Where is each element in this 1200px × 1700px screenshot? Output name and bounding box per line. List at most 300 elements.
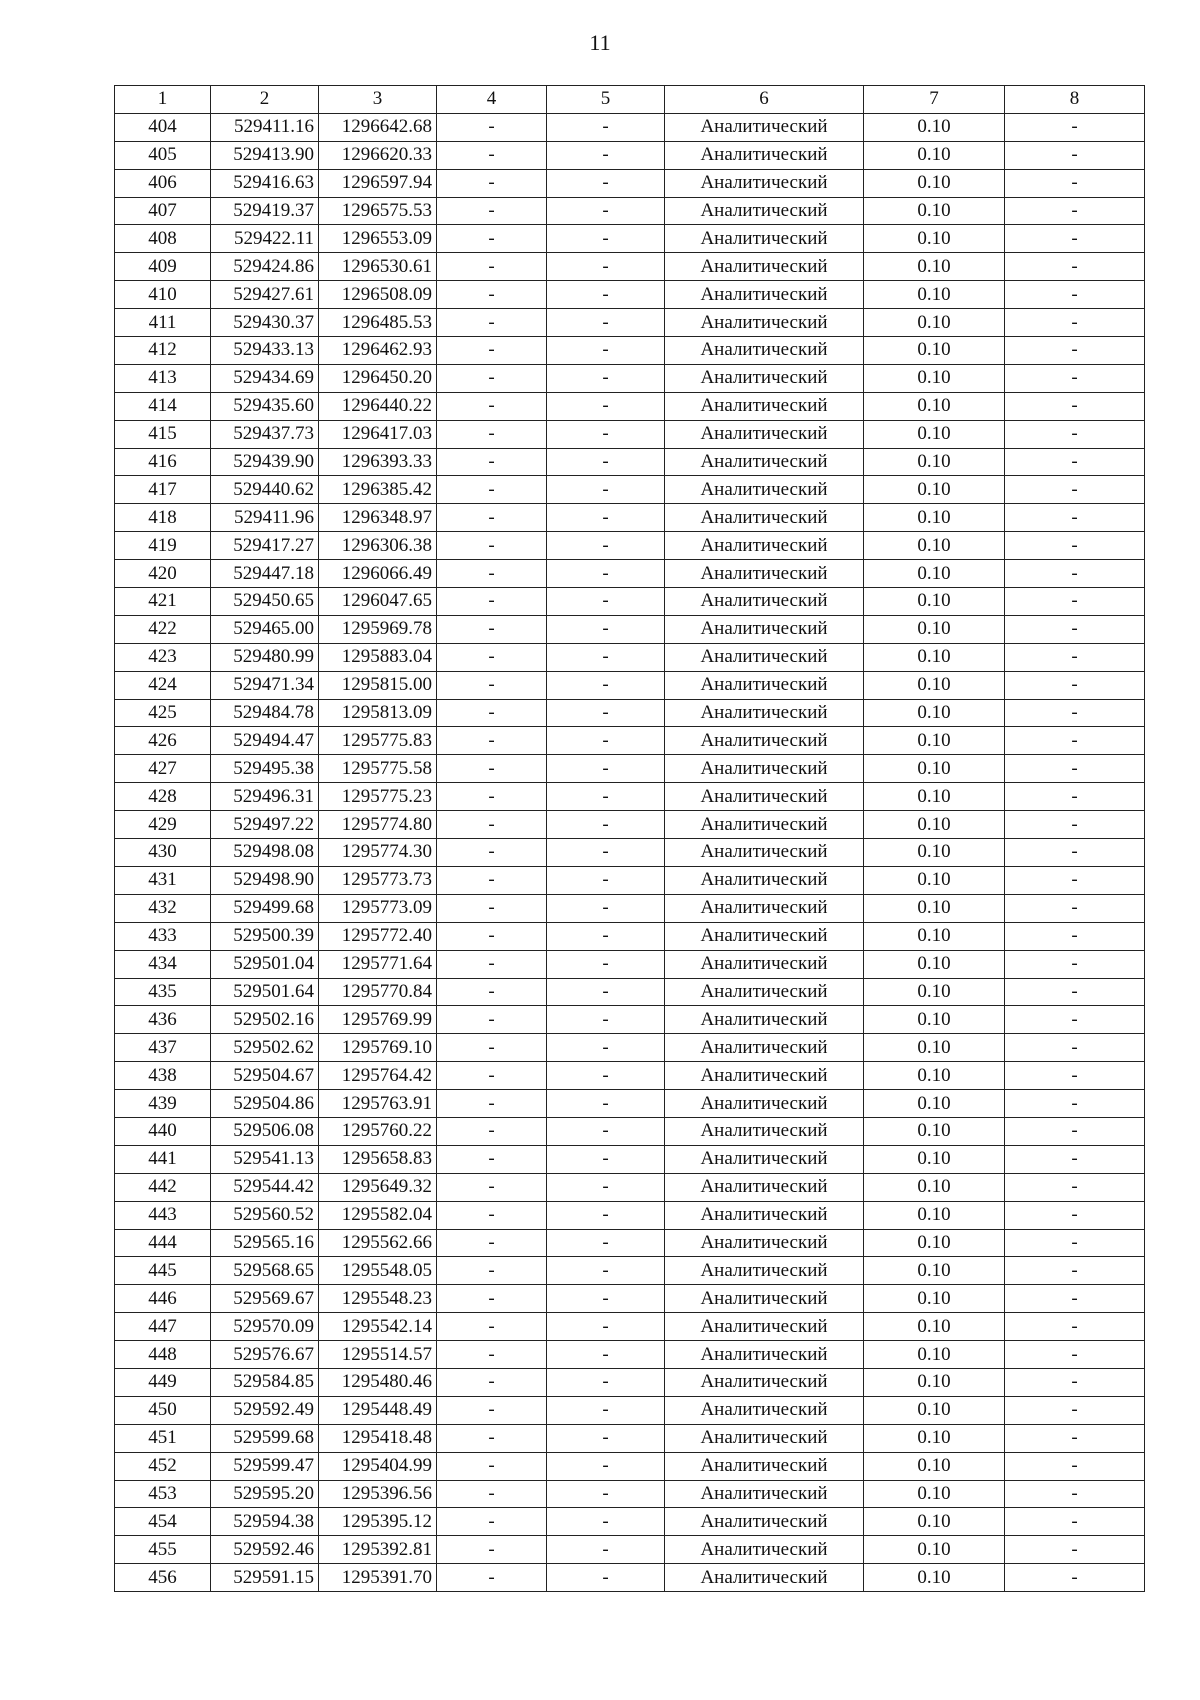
table-cell-col-5: -	[547, 643, 665, 671]
table-cell-col-5: -	[547, 1564, 665, 1592]
table-cell-col-8: -	[1005, 1173, 1145, 1201]
table-cell-col-2: 529594.38	[211, 1508, 319, 1536]
table-cell-col-4: -	[437, 141, 547, 169]
table-cell-col-1: 404	[115, 113, 211, 141]
table-cell-col-1: 413	[115, 364, 211, 392]
table-cell-col-4: -	[437, 978, 547, 1006]
table-cell-col-3: 1295542.14	[319, 1313, 437, 1341]
table-cell-col-7: 0.10	[864, 225, 1005, 253]
table-cell-col-5: -	[547, 1536, 665, 1564]
table-cell-col-2: 529541.13	[211, 1145, 319, 1173]
table-cell-col-7: 0.10	[864, 1341, 1005, 1369]
table-row	[115, 699, 1145, 727]
table-cell-col-7: 0.10	[864, 337, 1005, 365]
table-cell-col-2: 529437.73	[211, 420, 319, 448]
table-cell-col-3: 1296642.68	[319, 113, 437, 141]
table-cell-col-5: -	[547, 253, 665, 281]
table-cell-col-3: 1296066.49	[319, 560, 437, 588]
table-cell-col-7: 0.10	[864, 699, 1005, 727]
table-cell-col-8: -	[1005, 643, 1145, 671]
table-cell-col-1: 409	[115, 253, 211, 281]
table-header	[115, 86, 1145, 114]
table-cell-col-4: -	[437, 364, 547, 392]
table-cell-col-3: 1295772.40	[319, 922, 437, 950]
table-cell-col-3: 1295774.30	[319, 839, 437, 867]
table-cell-col-7: 0.10	[864, 420, 1005, 448]
table-cell-col-7: 0.10	[864, 1396, 1005, 1424]
coordinates-table	[114, 85, 1145, 1592]
table-cell-col-7: 0.10	[864, 1062, 1005, 1090]
table-cell-col-1: 432	[115, 894, 211, 922]
table-cell-col-6: Аналитический	[665, 1257, 864, 1285]
table-cell-col-7: 0.10	[864, 894, 1005, 922]
table-cell-col-6: Аналитический	[665, 671, 864, 699]
table-cell-col-4: -	[437, 1508, 547, 1536]
table-cell-col-1: 430	[115, 839, 211, 867]
table-cell-col-4: -	[437, 253, 547, 281]
table-cell-col-8: -	[1005, 1480, 1145, 1508]
table-row	[115, 811, 1145, 839]
table-cell-col-2: 529494.47	[211, 727, 319, 755]
table-row	[115, 1090, 1145, 1118]
table-cell-col-8: -	[1005, 894, 1145, 922]
column-header-7: 7	[864, 86, 1005, 114]
table-cell-col-1: 452	[115, 1452, 211, 1480]
table-cell-col-8: -	[1005, 671, 1145, 699]
table-row	[115, 783, 1145, 811]
table-cell-col-8: -	[1005, 476, 1145, 504]
table-row	[115, 197, 1145, 225]
table-cell-col-2: 529502.62	[211, 1034, 319, 1062]
table-cell-col-2: 529500.39	[211, 922, 319, 950]
table-cell-col-5: -	[547, 1424, 665, 1452]
table-cell-col-8: -	[1005, 922, 1145, 950]
table-cell-col-3: 1295480.46	[319, 1368, 437, 1396]
table-cell-col-1: 439	[115, 1090, 211, 1118]
table-cell-col-5: -	[547, 169, 665, 197]
table-cell-col-4: -	[437, 1117, 547, 1145]
table-cell-col-8: -	[1005, 978, 1145, 1006]
table-cell-col-1: 442	[115, 1173, 211, 1201]
table-cell-col-6: Аналитический	[665, 113, 864, 141]
table-cell-col-8: -	[1005, 1285, 1145, 1313]
table-cell-col-3: 1295813.09	[319, 699, 437, 727]
table-row	[115, 1285, 1145, 1313]
table-row	[115, 671, 1145, 699]
table-cell-col-8: -	[1005, 1034, 1145, 1062]
table-cell-col-5: -	[547, 337, 665, 365]
table-row	[115, 1480, 1145, 1508]
table-cell-col-5: -	[547, 225, 665, 253]
table-cell-col-5: -	[547, 1452, 665, 1480]
table-cell-col-1: 451	[115, 1424, 211, 1452]
table-cell-col-7: 0.10	[864, 755, 1005, 783]
table-cell-col-6: Аналитический	[665, 420, 864, 448]
table-cell-col-4: -	[437, 169, 547, 197]
table-cell-col-6: Аналитический	[665, 225, 864, 253]
table-cell-col-6: Аналитический	[665, 1564, 864, 1592]
table-cell-col-3: 1296393.33	[319, 448, 437, 476]
table-cell-col-2: 529504.86	[211, 1090, 319, 1118]
table-cell-col-6: Аналитический	[665, 588, 864, 616]
table-cell-col-6: Аналитический	[665, 1034, 864, 1062]
header-row	[115, 86, 1145, 114]
table-cell-col-2: 529413.90	[211, 141, 319, 169]
table-cell-col-3: 1295395.12	[319, 1508, 437, 1536]
table-cell-col-8: -	[1005, 615, 1145, 643]
table-cell-col-4: -	[437, 113, 547, 141]
table-cell-col-7: 0.10	[864, 1201, 1005, 1229]
table-cell-col-3: 1295763.91	[319, 1090, 437, 1118]
table-cell-col-5: -	[547, 113, 665, 141]
table-cell-col-3: 1295771.64	[319, 950, 437, 978]
table-cell-col-5: -	[547, 783, 665, 811]
table-cell-col-5: -	[547, 1201, 665, 1229]
table-cell-col-7: 0.10	[864, 560, 1005, 588]
table-row	[115, 337, 1145, 365]
table-cell-col-2: 529465.00	[211, 615, 319, 643]
table-cell-col-4: -	[437, 197, 547, 225]
table-cell-col-8: -	[1005, 811, 1145, 839]
table-cell-col-7: 0.10	[864, 588, 1005, 616]
table-cell-col-6: Аналитический	[665, 392, 864, 420]
table-cell-col-8: -	[1005, 727, 1145, 755]
table-cell-col-1: 447	[115, 1313, 211, 1341]
table-row	[115, 866, 1145, 894]
table-cell-col-4: -	[437, 448, 547, 476]
table-cell-col-1: 445	[115, 1257, 211, 1285]
table-cell-col-4: -	[437, 1285, 547, 1313]
table-cell-col-2: 529450.65	[211, 588, 319, 616]
table-cell-col-1: 437	[115, 1034, 211, 1062]
table-cell-col-8: -	[1005, 1368, 1145, 1396]
table-cell-col-1: 416	[115, 448, 211, 476]
column-header-5: 5	[547, 86, 665, 114]
table-cell-col-1: 425	[115, 699, 211, 727]
table-cell-col-1: 440	[115, 1117, 211, 1145]
table-cell-col-1: 423	[115, 643, 211, 671]
table-cell-col-7: 0.10	[864, 1285, 1005, 1313]
table-cell-col-3: 1296508.09	[319, 281, 437, 309]
table-cell-col-1: 427	[115, 755, 211, 783]
table-cell-col-4: -	[437, 866, 547, 894]
table-cell-col-6: Аналитический	[665, 1062, 864, 1090]
table-row	[115, 727, 1145, 755]
table-cell-col-5: -	[547, 1368, 665, 1396]
table-cell-col-5: -	[547, 560, 665, 588]
table-cell-col-2: 529576.67	[211, 1341, 319, 1369]
table-cell-col-4: -	[437, 392, 547, 420]
table-cell-col-7: 0.10	[864, 309, 1005, 337]
table-cell-col-1: 406	[115, 169, 211, 197]
table-cell-col-1: 429	[115, 811, 211, 839]
table-cell-col-5: -	[547, 866, 665, 894]
table-cell-col-7: 0.10	[864, 1117, 1005, 1145]
table-row	[115, 1396, 1145, 1424]
table-row	[115, 113, 1145, 141]
table-cell-col-5: -	[547, 1090, 665, 1118]
table-cell-col-2: 529427.61	[211, 281, 319, 309]
table-cell-col-8: -	[1005, 1117, 1145, 1145]
table-cell-col-4: -	[437, 1368, 547, 1396]
table-cell-col-3: 1295649.32	[319, 1173, 437, 1201]
table-cell-col-5: -	[547, 364, 665, 392]
table-cell-col-3: 1295773.09	[319, 894, 437, 922]
table-cell-col-6: Аналитический	[665, 894, 864, 922]
table-row	[115, 1117, 1145, 1145]
table-cell-col-2: 529495.38	[211, 755, 319, 783]
table-cell-col-3: 1296530.61	[319, 253, 437, 281]
table-cell-col-7: 0.10	[864, 783, 1005, 811]
table-row	[115, 253, 1145, 281]
table-cell-col-8: -	[1005, 783, 1145, 811]
table-cell-col-7: 0.10	[864, 169, 1005, 197]
table-cell-col-2: 529422.11	[211, 225, 319, 253]
table-cell-col-1: 415	[115, 420, 211, 448]
table-cell-col-3: 1295392.81	[319, 1536, 437, 1564]
table-row	[115, 392, 1145, 420]
table-cell-col-8: -	[1005, 1452, 1145, 1480]
table-cell-col-2: 529411.96	[211, 504, 319, 532]
table-cell-col-2: 529599.68	[211, 1424, 319, 1452]
table-cell-col-8: -	[1005, 839, 1145, 867]
table-row	[115, 1201, 1145, 1229]
table-cell-col-6: Аналитический	[665, 141, 864, 169]
table-cell-col-7: 0.10	[864, 141, 1005, 169]
table-cell-col-1: 453	[115, 1480, 211, 1508]
table-cell-col-8: -	[1005, 1396, 1145, 1424]
table-cell-col-2: 529484.78	[211, 699, 319, 727]
table-cell-col-4: -	[437, 727, 547, 755]
table-cell-col-1: 434	[115, 950, 211, 978]
table-cell-col-3: 1295562.66	[319, 1229, 437, 1257]
table-cell-col-6: Аналитический	[665, 1368, 864, 1396]
table-cell-col-8: -	[1005, 225, 1145, 253]
table-cell-col-4: -	[437, 1034, 547, 1062]
table-cell-col-1: 424	[115, 671, 211, 699]
table-cell-col-3: 1295769.99	[319, 1006, 437, 1034]
table-cell-col-5: -	[547, 922, 665, 950]
table-cell-col-5: -	[547, 476, 665, 504]
table-cell-col-1: 438	[115, 1062, 211, 1090]
table-cell-col-1: 414	[115, 392, 211, 420]
table-cell-col-8: -	[1005, 1536, 1145, 1564]
table-cell-col-3: 1296047.65	[319, 588, 437, 616]
table-cell-col-6: Аналитический	[665, 1341, 864, 1369]
table-cell-col-1: 454	[115, 1508, 211, 1536]
table-cell-col-5: -	[547, 197, 665, 225]
column-header-8: 8	[1005, 86, 1145, 114]
table-cell-col-4: -	[437, 922, 547, 950]
table-cell-col-7: 0.10	[864, 1564, 1005, 1592]
table-cell-col-8: -	[1005, 1341, 1145, 1369]
table-cell-col-5: -	[547, 1034, 665, 1062]
table-cell-col-3: 1296385.42	[319, 476, 437, 504]
table-cell-col-5: -	[547, 309, 665, 337]
column-header-4: 4	[437, 86, 547, 114]
table-cell-col-1: 436	[115, 1006, 211, 1034]
table-cell-col-5: -	[547, 1341, 665, 1369]
table-row	[115, 141, 1145, 169]
table-cell-col-6: Аналитический	[665, 699, 864, 727]
table-cell-col-1: 422	[115, 615, 211, 643]
table-cell-col-5: -	[547, 588, 665, 616]
table-cell-col-3: 1295815.00	[319, 671, 437, 699]
table-cell-col-2: 529434.69	[211, 364, 319, 392]
table-cell-col-3: 1296620.33	[319, 141, 437, 169]
table-cell-col-3: 1295760.22	[319, 1117, 437, 1145]
table-cell-col-4: -	[437, 1536, 547, 1564]
table-cell-col-8: -	[1005, 560, 1145, 588]
table-cell-col-1: 433	[115, 922, 211, 950]
table-cell-col-1: 407	[115, 197, 211, 225]
table-cell-col-4: -	[437, 699, 547, 727]
table-cell-col-7: 0.10	[864, 1452, 1005, 1480]
table-cell-col-2: 529544.42	[211, 1173, 319, 1201]
table-cell-col-5: -	[547, 420, 665, 448]
table-cell-col-8: -	[1005, 588, 1145, 616]
table-cell-col-8: -	[1005, 364, 1145, 392]
table-cell-col-2: 529501.64	[211, 978, 319, 1006]
table-cell-col-4: -	[437, 1173, 547, 1201]
table-cell-col-7: 0.10	[864, 1173, 1005, 1201]
table-cell-col-1: 418	[115, 504, 211, 532]
table-cell-col-8: -	[1005, 448, 1145, 476]
table-row	[115, 169, 1145, 197]
table-row	[115, 225, 1145, 253]
table-row	[115, 755, 1145, 783]
table-cell-col-6: Аналитический	[665, 727, 864, 755]
table-cell-col-8: -	[1005, 113, 1145, 141]
table-cell-col-2: 529435.60	[211, 392, 319, 420]
table-cell-col-8: -	[1005, 1313, 1145, 1341]
table-cell-col-6: Аналитический	[665, 253, 864, 281]
table-cell-col-4: -	[437, 1201, 547, 1229]
table-cell-col-8: -	[1005, 197, 1145, 225]
table-cell-col-6: Аналитический	[665, 811, 864, 839]
table-cell-col-6: Аналитический	[665, 615, 864, 643]
table-cell-col-4: -	[437, 532, 547, 560]
table-cell-col-8: -	[1005, 1201, 1145, 1229]
table-cell-col-4: -	[437, 811, 547, 839]
column-header-2: 2	[211, 86, 319, 114]
table-cell-col-8: -	[1005, 420, 1145, 448]
table-cell-col-4: -	[437, 1257, 547, 1285]
table-cell-col-8: -	[1005, 1006, 1145, 1034]
table-cell-col-2: 529599.47	[211, 1452, 319, 1480]
table-row	[115, 504, 1145, 532]
table-cell-col-8: -	[1005, 1257, 1145, 1285]
table-cell-col-4: -	[437, 588, 547, 616]
table-cell-col-5: -	[547, 1145, 665, 1173]
table-cell-col-7: 0.10	[864, 839, 1005, 867]
table-cell-col-3: 1295775.58	[319, 755, 437, 783]
table-cell-col-2: 529502.16	[211, 1006, 319, 1034]
table-cell-col-7: 0.10	[864, 615, 1005, 643]
table-cell-col-4: -	[437, 1452, 547, 1480]
table-cell-col-8: -	[1005, 1508, 1145, 1536]
table-cell-col-7: 0.10	[864, 448, 1005, 476]
table-cell-col-7: 0.10	[864, 950, 1005, 978]
table-cell-col-3: 1295396.56	[319, 1480, 437, 1508]
table-cell-col-6: Аналитический	[665, 866, 864, 894]
table-row	[115, 1536, 1145, 1564]
table-row	[115, 448, 1145, 476]
table-cell-col-1: 417	[115, 476, 211, 504]
table-cell-col-8: -	[1005, 755, 1145, 783]
table-cell-col-6: Аналитический	[665, 1396, 864, 1424]
table-cell-col-2: 529419.37	[211, 197, 319, 225]
table-cell-col-2: 529433.13	[211, 337, 319, 365]
table-cell-col-1: 441	[115, 1145, 211, 1173]
table-cell-col-1: 421	[115, 588, 211, 616]
table-cell-col-6: Аналитический	[665, 281, 864, 309]
table-cell-col-3: 1295773.73	[319, 866, 437, 894]
table-row	[115, 476, 1145, 504]
table-cell-col-1: 456	[115, 1564, 211, 1592]
table-cell-col-1: 450	[115, 1396, 211, 1424]
table-cell-col-5: -	[547, 448, 665, 476]
table-cell-col-2: 529592.46	[211, 1536, 319, 1564]
table-cell-col-3: 1295764.42	[319, 1062, 437, 1090]
table-cell-col-8: -	[1005, 504, 1145, 532]
table-cell-col-7: 0.10	[864, 811, 1005, 839]
table-cell-col-6: Аналитический	[665, 1424, 864, 1452]
table-cell-col-1: 420	[115, 560, 211, 588]
table-cell-col-7: 0.10	[864, 1480, 1005, 1508]
table-cell-col-7: 0.10	[864, 727, 1005, 755]
table-cell-col-7: 0.10	[864, 1313, 1005, 1341]
table-cell-col-5: -	[547, 615, 665, 643]
table-cell-col-5: -	[547, 1480, 665, 1508]
table-cell-col-2: 529497.22	[211, 811, 319, 839]
table-cell-col-3: 1295769.10	[319, 1034, 437, 1062]
table-cell-col-4: -	[437, 615, 547, 643]
table-row	[115, 1341, 1145, 1369]
table-cell-col-1: 431	[115, 866, 211, 894]
table-cell-col-7: 0.10	[864, 1257, 1005, 1285]
table-cell-col-5: -	[547, 1117, 665, 1145]
table-cell-col-1: 444	[115, 1229, 211, 1257]
table-cell-col-3: 1295548.05	[319, 1257, 437, 1285]
table-cell-col-8: -	[1005, 699, 1145, 727]
table-cell-col-7: 0.10	[864, 866, 1005, 894]
table-cell-col-3: 1295404.99	[319, 1452, 437, 1480]
table-cell-col-6: Аналитический	[665, 643, 864, 671]
table-cell-col-3: 1296485.53	[319, 309, 437, 337]
table-cell-col-7: 0.10	[864, 504, 1005, 532]
table-cell-col-4: -	[437, 1341, 547, 1369]
table-row	[115, 1034, 1145, 1062]
table-cell-col-2: 529411.16	[211, 113, 319, 141]
table-cell-col-3: 1295514.57	[319, 1341, 437, 1369]
table-row	[115, 950, 1145, 978]
table-cell-col-5: -	[547, 811, 665, 839]
table-cell-col-3: 1295774.80	[319, 811, 437, 839]
table-row	[115, 1145, 1145, 1173]
table-row	[115, 978, 1145, 1006]
table-cell-col-2: 529416.63	[211, 169, 319, 197]
table-cell-col-5: -	[547, 392, 665, 420]
table-cell-col-1: 428	[115, 783, 211, 811]
table-cell-col-6: Аналитический	[665, 448, 864, 476]
table-cell-col-1: 410	[115, 281, 211, 309]
table-cell-col-5: -	[547, 1229, 665, 1257]
table-cell-col-4: -	[437, 337, 547, 365]
table-cell-col-7: 0.10	[864, 1368, 1005, 1396]
table-cell-col-8: -	[1005, 1090, 1145, 1118]
table-cell-col-2: 529447.18	[211, 560, 319, 588]
